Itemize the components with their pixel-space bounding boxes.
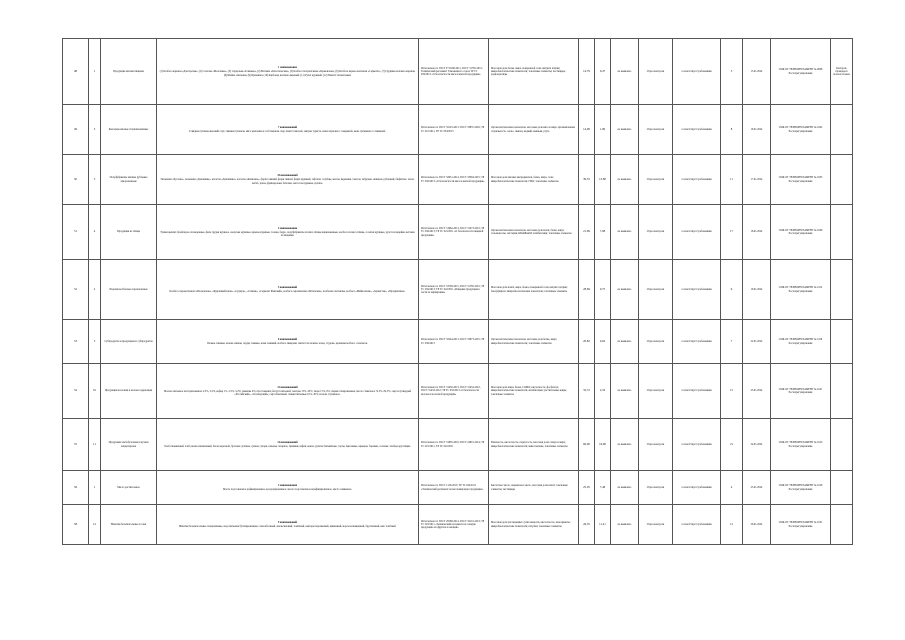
cell-k: 3 (89, 320, 101, 364)
cell-v2: 0,47 (595, 39, 611, 105)
cell-sg: Изготовлено по ГОСТ 32951-2014, ГОСТ 33394-2015; ТР ТС 034/2013 «О безопасности мяса и мясной продукции» (419, 155, 489, 205)
cell-sg: Изготовлено по ГОСТ 33708-2015, ГОСТ 31785-2012; ТР ТС 034/2013; ТР ТС 022/2011 «Пищевая продукция в части ее маркировки» (419, 260, 489, 320)
cell-dt: 16.01.2024 (743, 105, 771, 155)
inspection-table (62, 38, 853, 545)
cell-v2: 13,80 (595, 155, 611, 205)
cell-res: соответствует требованиям (673, 155, 721, 205)
composition-title: 6 наименований (277, 337, 298, 341)
cell-res: соответствует требованиям (673, 205, 721, 260)
composition-title: 4 наименования (278, 226, 297, 230)
cell-v2: 11,21 (595, 505, 611, 545)
cell-res: соответствует требованиям (673, 505, 721, 545)
cell-k: 1 (89, 471, 101, 505)
cell-n: 49 (63, 105, 89, 155)
cell-cnt: 12 (721, 505, 743, 545)
cell-v2: 2,32 (595, 364, 611, 419)
cell-ex (831, 205, 853, 260)
cell-comp (157, 105, 419, 155)
cell-k: 4 (89, 205, 101, 260)
table-row (63, 364, 853, 419)
composition-title: 1 наименование (278, 66, 297, 70)
composition-text: Тушки цыплят-бройлеров охлажденные, филе грудки куриное, окорочка куриные, крылья куриные, голень, бедро, полуфабрикаты из мяса птицы маринованные, колбаса из мяса птицы, сосиски куриные, рулет из индейки, ветчина из индейки. (160, 230, 415, 238)
cell-ex (831, 505, 853, 545)
cell-cnt: 11 (721, 155, 743, 205)
cell-k: 1 (89, 39, 101, 105)
cell-org: Отдел контроля (639, 260, 673, 320)
cell-ind: Массовая доля растворимых сухих веществ, кислотность; консерванты; микробиологические показатели; патулин; токсичные элементы (489, 505, 579, 545)
cell-n: 54 (63, 364, 89, 419)
cell-comp (157, 419, 419, 471)
cell-st: не выявлено (611, 320, 639, 364)
cell-basis: СМК ОТ ТЕХНОРЕГЛАМЕНТ № 0112 Ростехрегулирования (771, 260, 831, 320)
cell-v2: 7,98 (595, 205, 611, 260)
table-row (63, 419, 853, 471)
cell-dt: 25.01.2024 (743, 471, 771, 505)
cell-comp (157, 505, 419, 545)
cell-v1: 28,69 (579, 260, 595, 320)
cell-ex (831, 419, 853, 471)
cell-st: не выявлено (611, 205, 639, 260)
cell-dt: 17.01.2024 (743, 155, 771, 205)
composition-text: Печень говяжья, печень свиная, сердце говяжье, язык говяжий, колбаса ливерная, паштет из печени, зельц, студень, кровяная колбаса, сальтисон. (207, 342, 368, 345)
cell-n: 50 (63, 155, 89, 205)
cell-v1: 26,35 (579, 505, 595, 545)
cell-v1: 60,00 (579, 419, 595, 471)
cell-n: 56 (63, 471, 89, 505)
cell-ind: Массовая доля влаги, жира, белка, поваренной соли, нитрита натрия; бенз(а)пирен; микробиологические показатели; токсичные элементы (489, 260, 579, 320)
cell-name: Продукция молочная и молокосодержащая (101, 364, 157, 419)
cell-name: Изделия колбасные сырокопченые (101, 260, 157, 320)
cell-basis: СМК ОТ ТЕХНОРЕГЛАМЕНТ № 0102 Ростехрегулирования (771, 105, 831, 155)
cell-comp (157, 39, 419, 105)
cell-n: 48 (63, 39, 89, 105)
cell-comp (157, 205, 419, 260)
cell-basis: СМК ОТ ТЕХНОРЕГЛАМЕНТ № 0131 Ростехрегулирования (771, 505, 831, 545)
composition-text: Хлеб пшеничный, хлеб ржано-пшеничный, батон нарезной, булочки сдобные, сушки, сухари, печенье сахарное, пряники, вафли, кексы, рулеты бисквитные, торты, пирожные, крекеры, баранки, соломка, хлебцы хрустящие. (164, 445, 411, 448)
cell-sg: Изготовлено по ГОСТ 31805-2018, ГОСТ 24901-2014; ТР ТС 021/2011; ТР ТС 022/2011 (419, 419, 489, 471)
cell-cnt: 8 (721, 105, 743, 155)
cell-ex: Контроль проведен в полном объеме (831, 39, 853, 105)
cell-st: не выявлено (611, 364, 639, 419)
cell-org: Отдел контроля (639, 155, 673, 205)
cell-k: 2 (89, 260, 101, 320)
cell-basis: СМК ОТ ТЕХНОРЕГЛАМЕНТ № 0121 Ростехрегулирования (771, 364, 831, 419)
composition-text: Говядина тушеная высший сорт, свинина тушеная, мясо цыпленка в собственном соку, паштет мясной, завтрак туриста, каша перловая с говядиной, каша гречневая со свининой. (189, 130, 386, 133)
cell-comp (157, 260, 419, 320)
cell-sg: Изготовлено по ГОСТ 31962-2013, ГОСТ 31473-2012; ТР ТС 034/2013; ТР ТС 021/2011 «О безопасности пищевой продукции» (419, 205, 489, 260)
cell-v1: 21,69 (579, 205, 595, 260)
cell-st: не выявлено (611, 105, 639, 155)
cell-basis: СМК ОТ ТЕХНОРЕГЛАМЕНТ № 0118 Ростехрегулирования (771, 320, 831, 364)
cell-ex (831, 364, 853, 419)
cell-name: Продукция из птицы (101, 205, 157, 260)
cell-res: соответствует требованиям (673, 419, 721, 471)
cell-ind: Органолептические показатели, массовая доля белка, жира; микробиологические показатели; токсичные элементы (489, 320, 579, 364)
cell-cnt: 21 (721, 419, 743, 471)
cell-st: не выявлено (611, 505, 639, 545)
cell-sg: Изготовлено по ГОСТ Р 52196-2011, ГОСТ 31785-2012; Технический регламент Таможенного союза ТР ТС 034/2013 «О безопасности мяса и мясной продукции» (419, 39, 489, 105)
cell-res: соответствует требованиям (673, 320, 721, 364)
composition-text: Колбаса сырокопченая «Московская», «Брауншвейгская», «Суджук», «Салями», «Сервелат Финский», колбаса сыровяленая «Испанская», колбаски охотничьи, колбаса «Майкопская», «Зернистая», «Праздничная». (169, 290, 406, 293)
cell-sg: Изготовлено по ГОСТ 32244-2013, ГОСТ 33673-2015; ТР ТС 034/2013 (419, 320, 489, 364)
cell-org: Отдел контроля (639, 471, 673, 505)
cell-basis: СМК ОТ ТЕХНОРЕГЛАМЕНТ № 0125 Ростехрегулирования (771, 419, 831, 471)
composition-text: (1) Колбаса вареная «Докторская», (2) Сосиски «Молочные», (3) Сардельки «Говяжьи», (4) Ветчина «Классическая», (5) Колбаса полукопченая «Краковская»; (6) Колбаса варено-копченая «Сервелат», (7) Грудинка копчено-вареная, (8) Шейка запеченая, (9) Буженина, (10) Карбонад копчено-вареный, (11) Рулет куриный, (12) Паштет печеночный. (159, 70, 416, 77)
cell-n: 51 (63, 205, 89, 260)
cell-name: Масло растительное (101, 471, 157, 505)
cell-dt: 18.01.2024 (743, 205, 771, 260)
cell-org: Отдел контроля (639, 364, 673, 419)
cell-sg: Изготовлено по ГОСТ 31450-2013, ГОСТ 31454-2012, ГОСТ 31452-2012; ТР ТС 033/2013 «О безопасности молока и молочной продукции» (419, 364, 489, 419)
cell-dt: 26.01.2024 (743, 505, 771, 545)
cell-sg: Изготовлено по ГОСТ 28188-2014, ГОСТ 32101-2013; ТР ТС 023/2011 «Технический регламент на соковую продукцию из фруктов и овощей» (419, 505, 489, 545)
cell-comp (157, 155, 419, 205)
cell-ind: Массовая доля жира, белка, СОМО; кислотность; фосфатаза; микробиологические показатели; антибиотики; растительные жиры; токсичные элементы (489, 364, 579, 419)
cell-k: 12 (89, 505, 101, 545)
table-row (63, 205, 853, 260)
table-row (63, 39, 853, 105)
cell-ind: Массовая доля мясных ингредиентов, белка, жира, соли; микробиологические показатели; ГМО; токсичные элементы (489, 155, 579, 205)
cell-dt: 19.01.2024 (743, 260, 771, 320)
cell-cnt: 15 (721, 364, 743, 419)
cell-comp (157, 364, 419, 419)
cell-org: Отдел контроля (639, 105, 673, 155)
cell-res: соответствует требованиям (673, 105, 721, 155)
cell-comp (157, 471, 419, 505)
cell-v2: 0,64 (595, 320, 611, 364)
cell-v1: 14,09 (579, 105, 595, 155)
cell-dt: 22.01.2024 (743, 320, 771, 364)
composition-title: 14 наименований (277, 440, 298, 444)
cell-ind: Влажность, кислотность, пористость, массовая доля сахара и жира; микробиологические показатели; микотоксины; токсичные элементы (489, 419, 579, 471)
composition-text: Молоко питьевое пастеризованное 2,5%, 3,2%; кефир 1%, 2,5%, 3,2%; ряженка 4%; простокваша; йогурт питьевой; сметана 15%, 20%; творог 5%, 9%; сырки глазированные; масло сливочное 72,5%, 82,5%; сыр полутвердый «Российский», «Голландский»; сыр плавленый; сливки питьевые 10%, 20%; молоко сгущенное. (163, 389, 411, 397)
cell-dt: 23.01.2024 (743, 364, 771, 419)
cell-comp (157, 320, 419, 364)
composition-title: 9 наименований (277, 520, 298, 524)
table-row (63, 105, 853, 155)
composition-text: Пельмени «Русские», пельмени «Домашние», котлеты «Домашние», котлеты «Киевские», фарш говяжий, фарш свиной, фарш куриный, тефтели, голубцы, манты, вареники с мясом, чебуреки, шницель рубленый, бифштекс, люля-кебаб, зразы, фрикадельки, биточки, наггетсы куриные, купаты. (160, 178, 415, 185)
cell-dt: 24.01.2024 (743, 419, 771, 471)
cell-dt: 15.01.2024 (743, 39, 771, 105)
cell-v1: 20,82 (579, 320, 595, 364)
cell-st: не выявлено (611, 419, 639, 471)
cell-ind: Массовая доля белка, жира, поваренной соли, нитрита натрия; микробиологические показатели; токсичные элементы; пестициды; радионуклиды (489, 39, 579, 105)
table-row (63, 471, 853, 505)
cell-k: 3 (89, 105, 101, 155)
cell-cnt: 17 (721, 205, 743, 260)
cell-st: не выявлено (611, 260, 639, 320)
table-row (63, 320, 853, 364)
cell-name: Продукция мясная пищевая (101, 39, 157, 105)
cell-k: 5 (89, 155, 101, 205)
cell-n: 55 (63, 419, 89, 471)
cell-n: 58 (63, 505, 89, 545)
cell-cnt: 9 (721, 260, 743, 320)
cell-res: соответствует требованиям (673, 39, 721, 105)
cell-ex (831, 105, 853, 155)
cell-v1: 25,05 (579, 471, 595, 505)
cell-res: соответствует требованиям (673, 471, 721, 505)
cell-name: Консервы мясные стерилизованные (101, 105, 157, 155)
cell-cnt: 5 (721, 39, 743, 105)
cell-ex (831, 471, 853, 505)
cell-ind: Органолептические показатели, массовая доля мяса и жира, промышленная стерильность, олово, свинец, кадмий, мышьяк, ртуть (489, 105, 579, 155)
cell-v2: 1,99 (595, 105, 611, 155)
cell-ex (831, 260, 853, 320)
cell-org: Отдел контроля (639, 205, 673, 260)
composition-text: Напитки безалкогольные газированные, вода питьевая бутилированная, соки яблочный, апельсиновый, томатный, нектары персиковый, вишневый, морсы клюквенный, брусничный, квас хлебный. (178, 525, 397, 528)
cell-basis: СМК ОТ ТЕХНОРЕГЛАМЕНТ № 0105 Ростехрегулирования (771, 155, 831, 205)
cell-st: не выявлено (611, 155, 639, 205)
cell-org: Отдел контроля (639, 505, 673, 545)
composition-title: 10 наименований (277, 174, 298, 178)
cell-k: 11 (89, 419, 101, 471)
cell-org: Отдел контроля (639, 320, 673, 364)
cell-v2: 16,96 (595, 419, 611, 471)
cell-basis: СМК ОТ ТЕХНОРЕГЛАМЕНТ № 0128 Ростехрегулирования (771, 471, 831, 505)
cell-name: Субпродукты и продукция из субпродуктов (101, 320, 157, 364)
table-row (63, 505, 853, 545)
cell-name: Продукция хлебобулочная и мучная кондитерская (101, 419, 157, 471)
cell-cnt: 7 (721, 320, 743, 364)
cell-v1: 32,72 (579, 364, 595, 419)
cell-org: Отдел контроля (639, 39, 673, 105)
table-row (63, 155, 853, 205)
composition-title: 5 наименований (277, 285, 298, 289)
composition-title: 12 наименований (277, 385, 298, 389)
composition-title: 3 наименования (278, 483, 297, 487)
cell-v2: 7,48 (595, 471, 611, 505)
cell-res: соответствует требованиям (673, 364, 721, 419)
cell-name: Напитки безалкогольные и соки (101, 505, 157, 545)
cell-name: Полуфабрикаты мясные рубленые замороженные (101, 155, 157, 205)
cell-v1: 39,55 (579, 155, 595, 205)
cell-org: Отдел контроля (639, 419, 673, 471)
cell-n: 53 (63, 320, 89, 364)
table-row (63, 260, 853, 320)
cell-v1: 14,79 (579, 39, 595, 105)
cell-ind: Органолептические показатели, массовая доля влаги, белка, жира; сальмонеллы, листерии, КМАФАнМ; антибиотики; токсичные элементы (489, 205, 579, 260)
cell-basis: СМК ОТ ТЕХНОРЕГЛАМЕНТ № 0109 Ростехрегулирования (771, 205, 831, 260)
cell-ex (831, 155, 853, 205)
composition-text: Масло подсолнечное рафинированное дезодорированное, масло подсолнечное нерафинированное, масло оливковое. (223, 488, 352, 491)
cell-sg: Изготовлено по ГОСТ 1129-2013; ТР ТС 024/2011 «Технический регламент на масложировую продукцию» (419, 471, 489, 505)
cell-sg: Изготовлено по ГОСТ 32125-2013, ГОСТ 33837-2016; ТР ТС 021/2011, ТР ТС 034/2013 (419, 105, 489, 155)
cell-n: 52 (63, 260, 89, 320)
composition-title: 7 наименований (277, 125, 298, 129)
cell-ind: Кислотное число, перекисное число, массовая доля влаги; токсичные элементы; пестициды (489, 471, 579, 505)
cell-st: не выявлено (611, 471, 639, 505)
cell-st: не выявлено (611, 39, 639, 105)
cell-res: соответствует требованиям (673, 260, 721, 320)
cell-basis: СМК ОТ ТЕХНОРЕГЛАМЕНТ № 0098 Ростехрегулирования (771, 39, 831, 105)
cell-v2: 0,75 (595, 260, 611, 320)
cell-k: 10 (89, 364, 101, 419)
cell-ex (831, 320, 853, 364)
cell-cnt: 4 (721, 471, 743, 505)
